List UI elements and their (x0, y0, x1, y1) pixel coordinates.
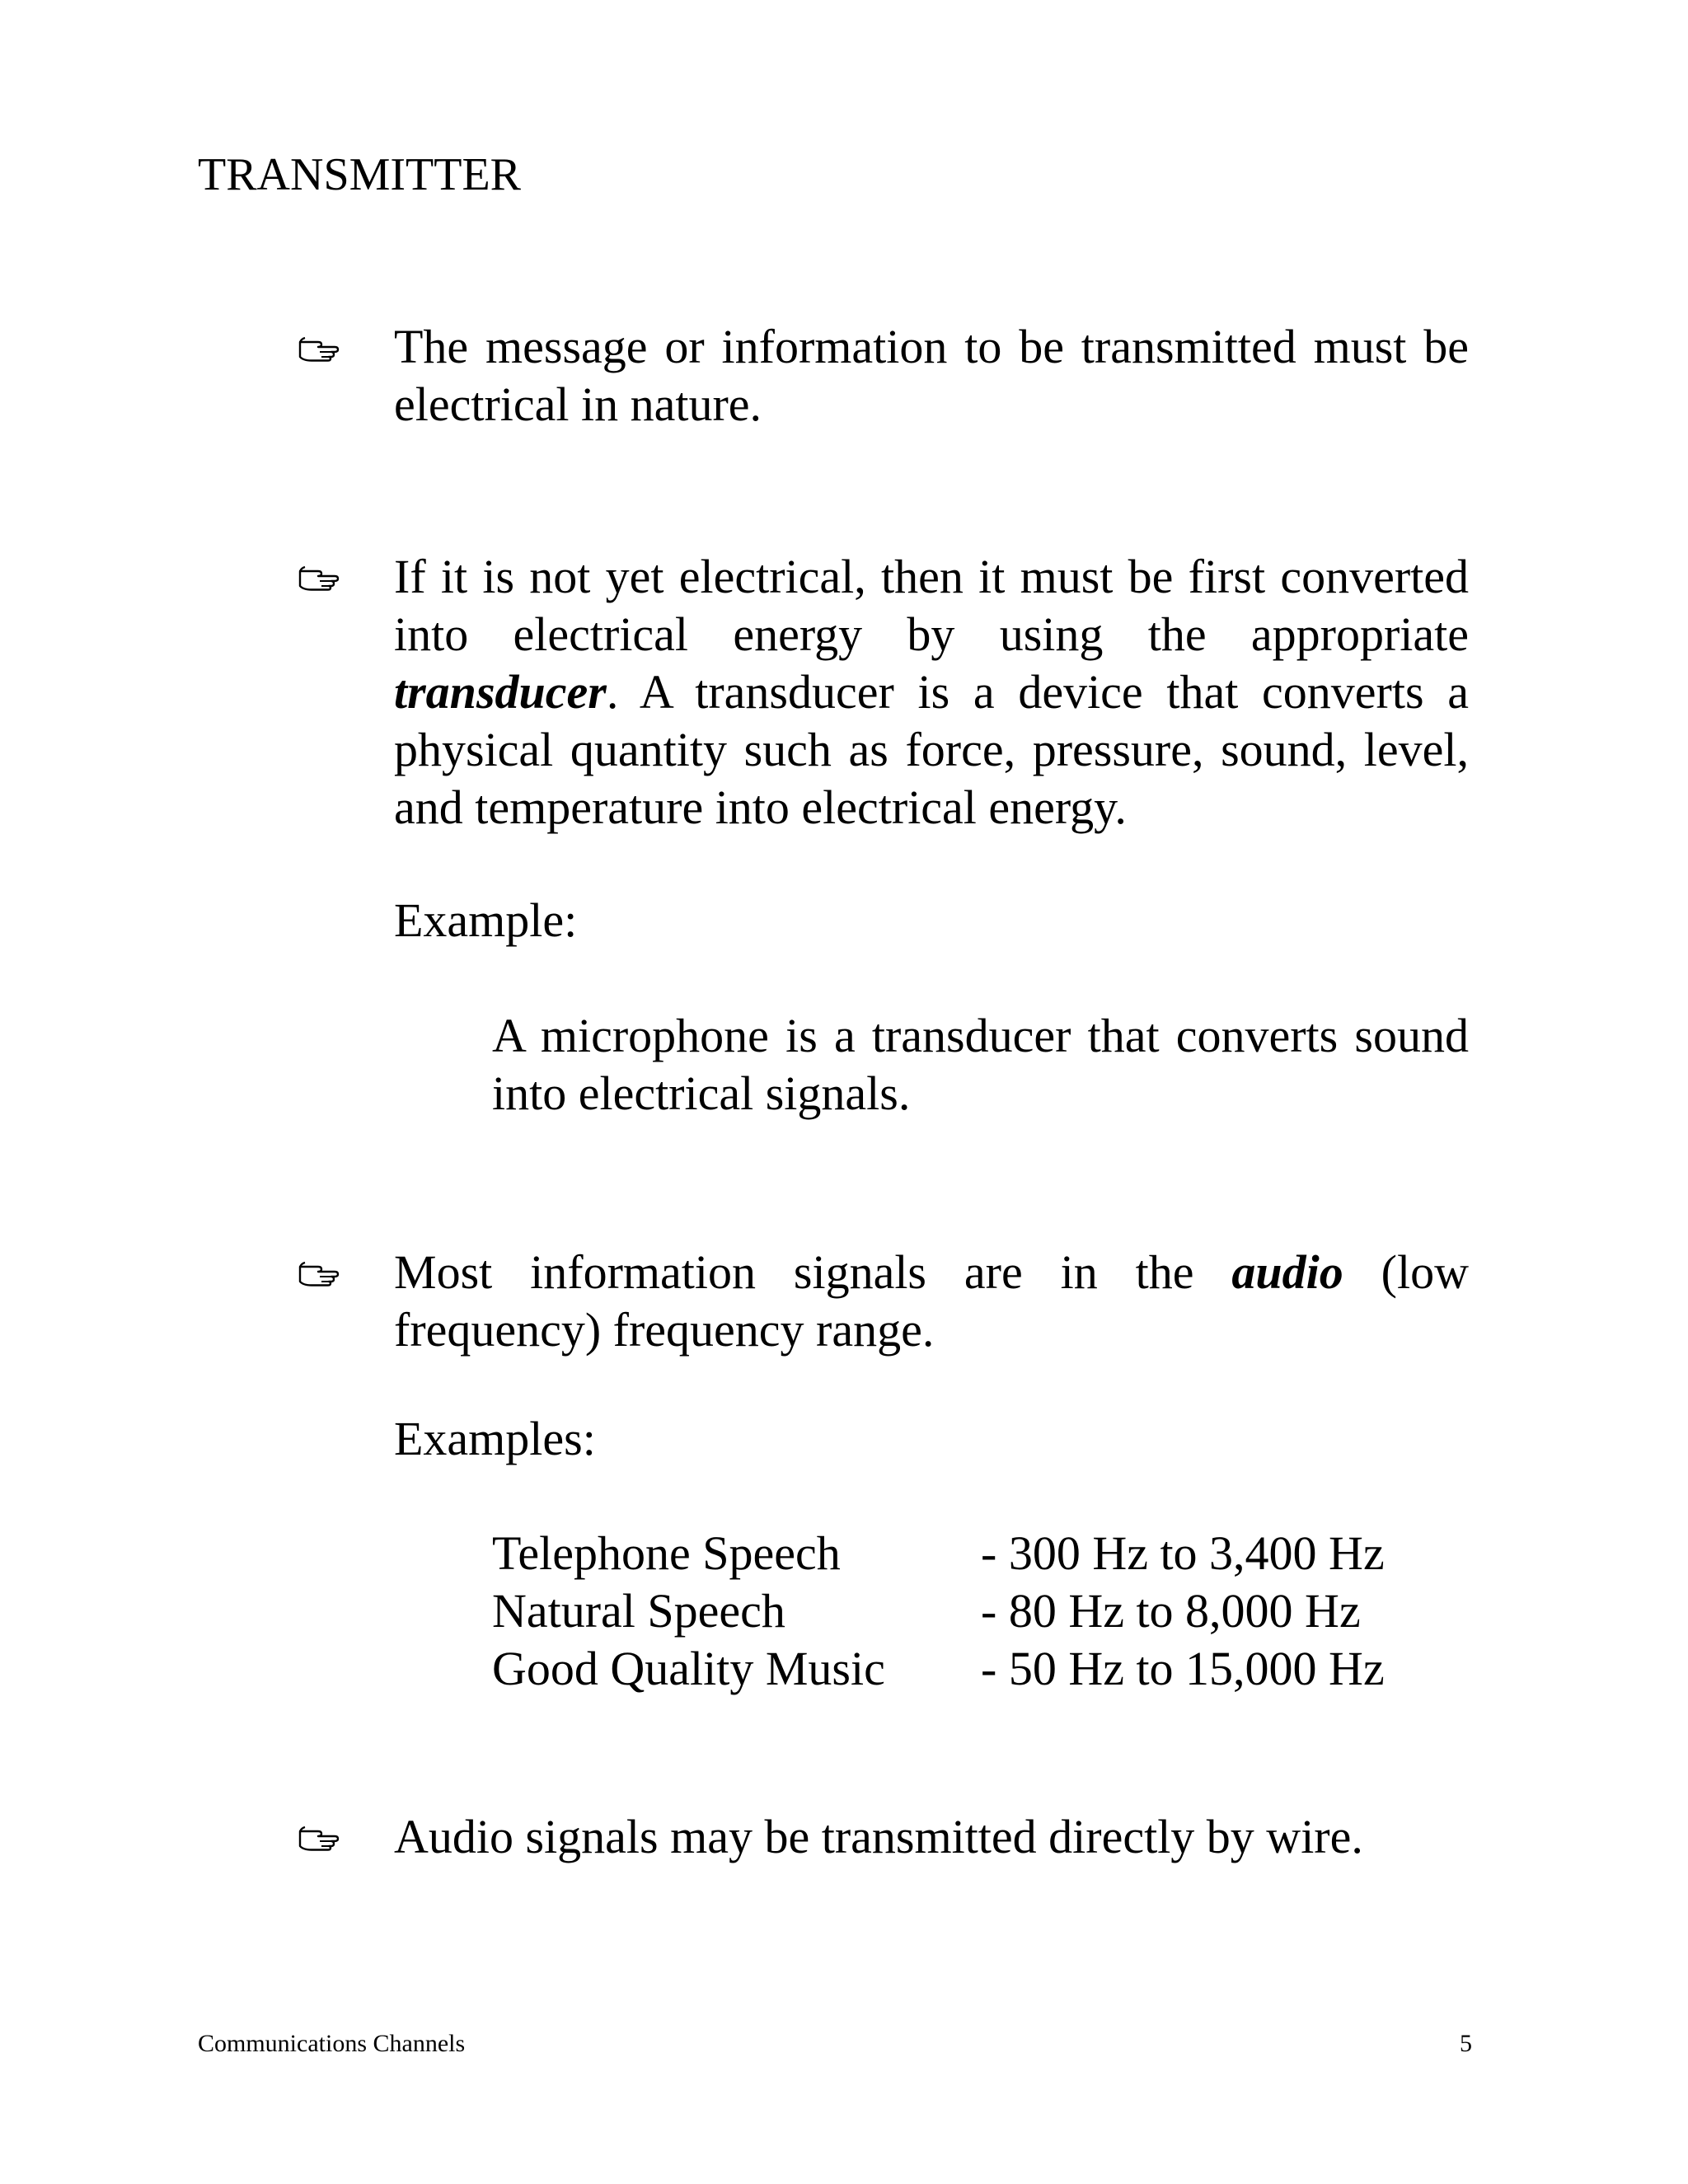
bullet-2-line-1: If it is not yet electrical, then it must be first converted (394, 550, 1469, 603)
bullet-2-line-5: and temperature into electrical energy. (394, 780, 1127, 834)
bullet-2-text (394, 548, 1469, 837)
examples-label: Examples: (394, 1412, 596, 1465)
bullet-2-line-3 (394, 663, 1469, 721)
pointing-hand-icon (298, 1258, 340, 1286)
audio-term: audio (1231, 1245, 1343, 1299)
bullet-1-line-1: The message or information to be transmitted must be (394, 320, 1469, 373)
example-line-1: A microphone is a transducer that converts sound (492, 1009, 1469, 1062)
example-line-2: into electrical signals. (492, 1066, 911, 1120)
pointing-hand-icon (298, 563, 340, 591)
bullet-2-line-2: into electrical energy by using the appropriate (394, 607, 1469, 661)
bullet-3-text (394, 1244, 1469, 1359)
example-label: Example: (394, 893, 578, 947)
section-heading: TRANSMITTER (198, 149, 521, 200)
bullet-3-line-1 (394, 1244, 1469, 1301)
signal-name: Natural Speech (492, 1584, 785, 1638)
signal-name: Good Quality Music (492, 1642, 885, 1695)
transducer-term: transducer (394, 665, 607, 719)
bullet-2-line-3-rest: . A transducer is a device that converts a (606, 665, 1469, 719)
bullet-4-line-1: Audio signals may be transmitted directly by wire. (394, 1810, 1363, 1863)
bullet-3-line-2: frequency) frequency range. (394, 1303, 935, 1357)
page-number: 5 (1460, 2030, 1472, 2057)
pointing-hand-icon (298, 334, 340, 362)
bullet-1-text (394, 318, 1469, 434)
frequency-range: - 300 Hz to 3,400 Hz (981, 1526, 1385, 1580)
pointing-hand-icon (298, 1823, 340, 1851)
frequency-range: - 50 Hz to 15,000 Hz (981, 1642, 1385, 1695)
example-text (492, 1007, 1469, 1122)
frequency-range: - 80 Hz to 8,000 Hz (981, 1584, 1361, 1638)
bullet-4-text (394, 1808, 1469, 1866)
bullet-3-line-1-pre: Most information signals are in the (394, 1245, 1232, 1299)
signal-name: Telephone Speech (492, 1526, 841, 1580)
bullet-1-line-2: electrical in nature. (394, 377, 762, 431)
bullet-3-line-1-post: (low (1343, 1245, 1469, 1299)
bullet-2-line-4: physical quantity such as force, pressure, sound, level, (394, 723, 1469, 776)
footer-title: Communications Channels (198, 2030, 466, 2057)
